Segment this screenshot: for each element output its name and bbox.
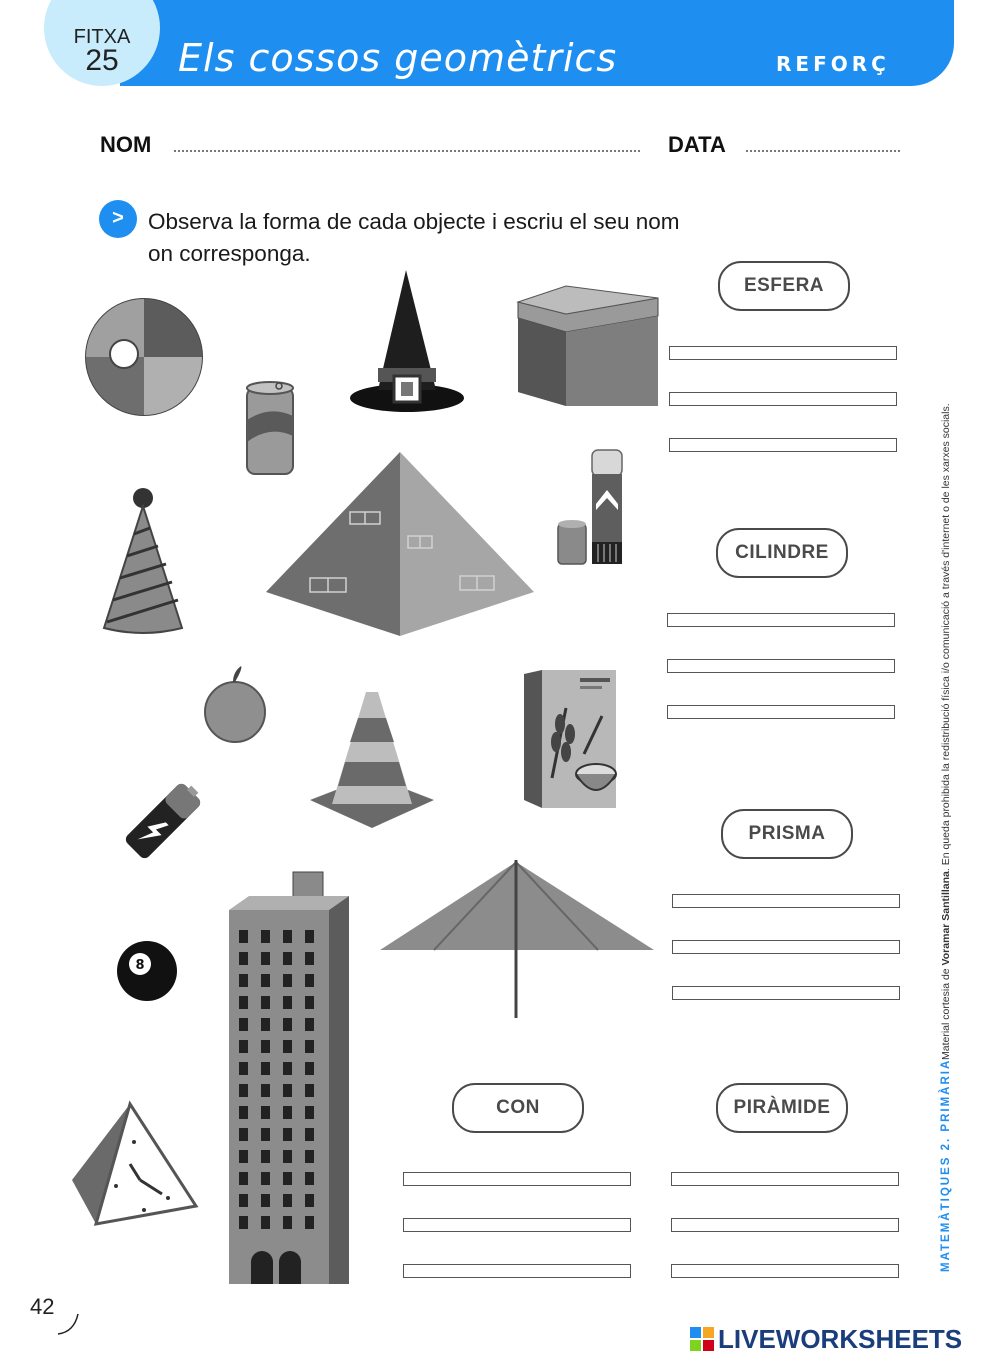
building-window [305,930,314,943]
category-con: CON [452,1083,584,1133]
answer-cilindre-3[interactable] [667,705,895,719]
building-window [305,1194,314,1207]
building-window [239,1040,248,1053]
page-title: Els cossos geomètrics [178,36,618,80]
building-window [261,1106,270,1119]
copyright-prefix: Material cortesia de [940,965,952,1060]
building-window [239,1216,248,1229]
answer-esfera-2[interactable] [669,392,897,406]
building-window [261,1194,270,1207]
building-window [261,1062,270,1075]
building-window [283,1216,292,1229]
box-icon [516,284,660,408]
publisher-name: Voramar Santillana [940,871,952,966]
name-label: NOM [100,132,152,157]
building-window [305,1128,314,1141]
building-window [261,1216,270,1229]
building-window [283,1062,292,1075]
series-label: MATEMÀTIQUES 2. PRIMÀRIA [940,1058,952,1272]
building-window [283,1128,292,1141]
building-window [305,1040,314,1053]
building-window [283,1194,292,1207]
building-window [305,1216,314,1229]
building-window [283,1150,292,1163]
date-label: DATA [668,132,726,157]
cereal-box-icon [522,668,618,810]
building-window [305,974,314,987]
copyright-note [940,370,952,1060]
category-cilindre: CILINDRE [716,528,848,578]
building-window [261,1084,270,1097]
category-prisma: PRISMA [721,809,853,859]
building-window [305,1018,314,1031]
fitxa-number: 25 [85,44,119,77]
instruction-line-1: Observa la forma de cada objecte i escriu el seu nom [148,209,680,234]
building-window [305,952,314,965]
answer-esfera-3[interactable] [669,438,897,452]
building-window [261,1040,270,1053]
answer-cilindre-2[interactable] [667,659,895,673]
building-window [239,1018,248,1031]
pyramid-icon [266,452,536,638]
answer-cilindre-1[interactable] [667,613,895,627]
witch-hat-icon [348,270,466,414]
traffic-cone-icon [308,692,436,830]
building-window [239,1128,248,1141]
building-window [305,1062,314,1075]
umbrella-icon [378,860,656,1020]
answer-piramide-3[interactable] [671,1264,899,1278]
building-window [283,952,292,965]
instruction-text [148,206,728,270]
building-window [239,974,248,987]
svg-text:8: 8 [135,958,145,973]
building-window [239,1062,248,1075]
building-window [261,1018,270,1031]
answer-prisma-2[interactable] [672,940,900,954]
answer-prisma-3[interactable] [672,986,900,1000]
building-window [239,1172,248,1185]
answer-prisma-1[interactable] [672,894,900,908]
instruction-bullet-icon: > [99,200,137,238]
building-window [305,1106,314,1119]
pyramid-clock-icon [72,1102,198,1226]
building-window [261,974,270,987]
building-window [239,952,248,965]
copyright-suffix: . En queda prohibida la redistribució física i/o comunicació a través d'internet o de les xarxes socials. [940,403,952,872]
building-window [283,1040,292,1053]
page-corner-icon [56,1312,82,1338]
beach-ball-icon [84,297,204,417]
building-window [305,1084,314,1097]
orange-icon [203,664,267,746]
answer-con-2[interactable] [403,1218,631,1232]
answer-con-3[interactable] [403,1264,631,1278]
building-window [283,996,292,1009]
building-window [239,1150,248,1163]
answer-con-1[interactable] [403,1172,631,1186]
building-window [261,996,270,1009]
building-window [239,1194,248,1207]
building-window [261,1128,270,1141]
building-window [239,1084,248,1097]
liveworksheets-icon [690,1327,714,1351]
page-number: 42 [30,1294,55,1319]
category-piramide: PIRÀMIDE [716,1083,848,1133]
building-window [261,1172,270,1185]
level-label: REFORÇ [776,52,890,76]
building-window [261,930,270,943]
building-window [239,1106,248,1119]
building-window [283,974,292,987]
answer-piramide-1[interactable] [671,1172,899,1186]
answer-esfera-1[interactable] [669,346,897,360]
brand-logo[interactable] [690,1324,962,1355]
building-window [305,996,314,1009]
building-window [261,952,270,965]
building-window [283,1106,292,1119]
building-window [283,1084,292,1097]
building-window [305,1150,314,1163]
instruction-line-2: on corresponga. [148,241,311,266]
building-window [283,1172,292,1185]
fitxa-label: FITXA [73,26,131,48]
answer-piramide-2[interactable] [671,1218,899,1232]
party-hat-icon [100,486,186,636]
building-window [239,996,248,1009]
building-window [283,1018,292,1031]
building-window [239,930,248,943]
date-field[interactable] [746,150,900,152]
eight-ball-icon [116,940,178,1002]
skyscraper-icon [229,872,351,1284]
glue-stick-icon [556,446,626,566]
building-window [283,930,292,943]
building-window [305,1172,314,1185]
name-field[interactable] [174,150,640,152]
battery-icon [122,776,204,866]
category-esfera: ESFERA [718,261,850,311]
building-window [261,1150,270,1163]
brand-text: LIVEWORKSHEETS [718,1324,963,1354]
